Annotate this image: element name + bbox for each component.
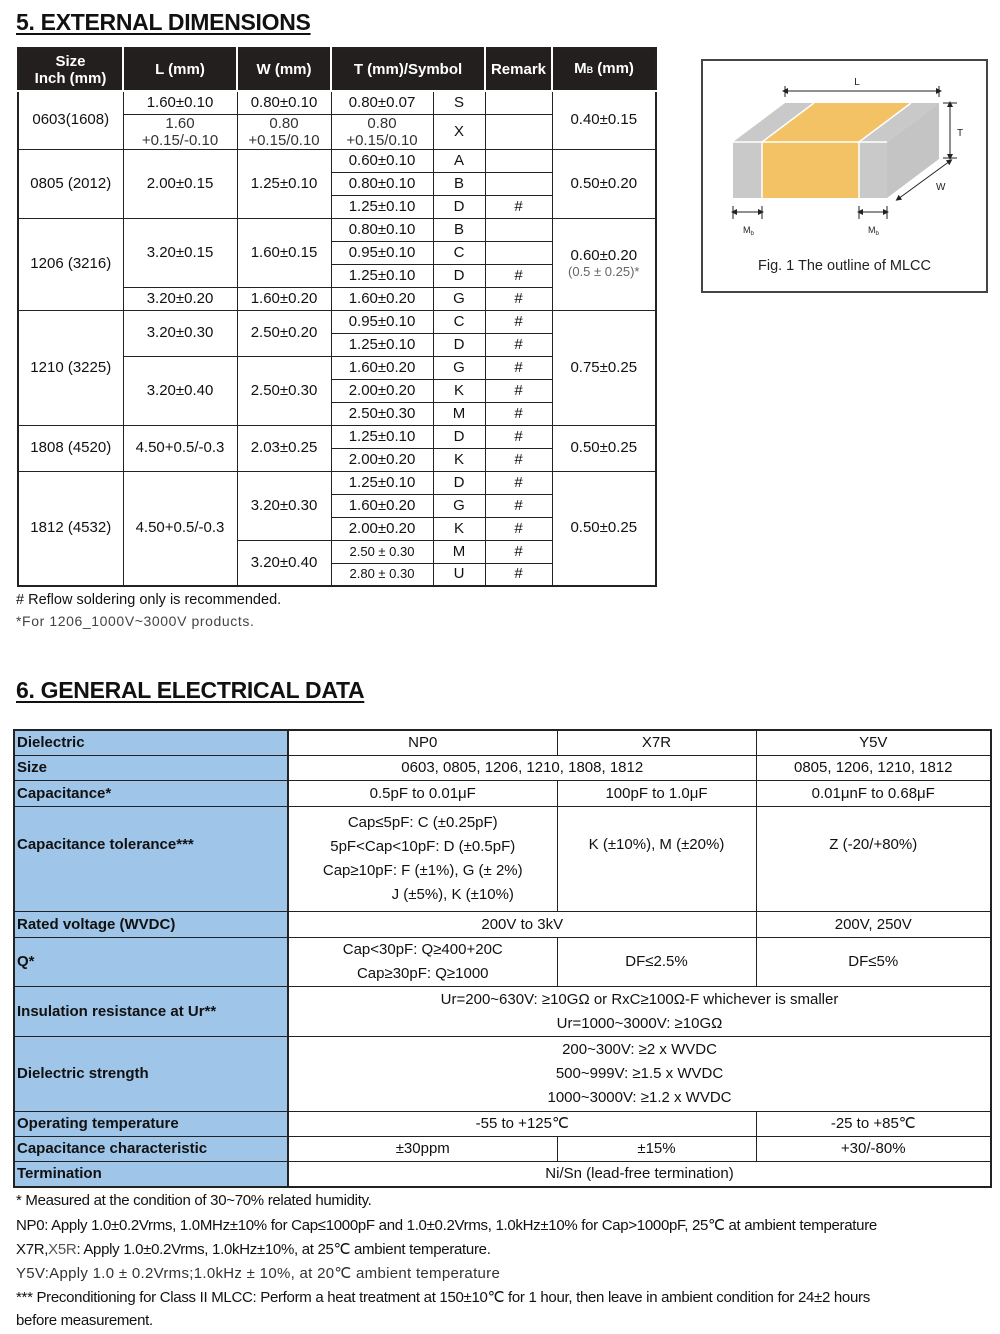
remark-cell: # bbox=[485, 540, 552, 563]
l-cell: 3.20±0.20 bbox=[123, 287, 237, 310]
table-row bbox=[18, 310, 656, 333]
symbol-cell: G bbox=[433, 287, 485, 310]
mb-cell: 0.75±0.25 bbox=[552, 310, 656, 425]
row-capacitance bbox=[14, 781, 991, 807]
t-cell: 2.80 ± 0.30 bbox=[331, 563, 433, 586]
t-cell: 0.80±0.10 bbox=[331, 172, 433, 195]
remark-cell: # bbox=[485, 448, 552, 471]
t-cell: 2.50 ± 0.30 bbox=[331, 540, 433, 563]
t-cell: 2.00±0.20 bbox=[331, 448, 433, 471]
remark-cell bbox=[485, 218, 552, 241]
t-cell: 1.25±0.10 bbox=[331, 471, 433, 494]
symbol-cell: A bbox=[433, 149, 485, 172]
w-cell: 0.80±0.10 bbox=[237, 91, 331, 114]
note-humidity: * Measured at the condition of 30~70% related humidity. bbox=[16, 1192, 372, 1209]
t-cell: 1.60±0.20 bbox=[331, 356, 433, 379]
mb-cell: 0.50±0.25 bbox=[552, 425, 656, 471]
t-cell: 0.95±0.10 bbox=[331, 310, 433, 333]
symbol-cell: U bbox=[433, 563, 485, 586]
symbol-cell: K bbox=[433, 448, 485, 471]
remark-cell: # bbox=[485, 425, 552, 448]
1206-footnote: *For 1206_1000V~3000V products. bbox=[16, 613, 255, 629]
y5v-cell: 200V, 250V bbox=[756, 912, 991, 938]
t-cell: 1.25±0.10 bbox=[331, 264, 433, 287]
y5v-cell: DF≤5% bbox=[756, 938, 991, 987]
row-capacitance-tolerance bbox=[14, 807, 991, 912]
row-label: Operating temperature bbox=[14, 1112, 288, 1137]
size-cell: 0805 (2012) bbox=[18, 149, 123, 218]
w-cell: 0.80 +0.15/0.10 bbox=[237, 114, 331, 149]
w-cell: 2.50±0.20 bbox=[237, 310, 331, 356]
x7r-cell: X7R bbox=[557, 730, 756, 756]
table-row bbox=[18, 471, 656, 494]
symbol-cell: C bbox=[433, 310, 485, 333]
row-insulation-resistance bbox=[14, 987, 991, 1037]
remark-cell: # bbox=[485, 471, 552, 494]
mb-cell: 0.40±0.15 bbox=[552, 91, 656, 149]
symbol-cell: K bbox=[433, 379, 485, 402]
note-preconditioning-cont: before measurement. bbox=[16, 1312, 153, 1329]
symbol-cell: B bbox=[433, 218, 485, 241]
symbol-cell: D bbox=[433, 425, 485, 448]
t-cell: 1.25±0.10 bbox=[331, 333, 433, 356]
x7r-cell: ±15% bbox=[557, 1137, 756, 1162]
size-cell: 0603(1608) bbox=[18, 91, 123, 149]
note-x7r-x5r: X7R,X5R: Apply 1.0±0.2Vrms, 1.0kHz±10%, at 25℃ ambient temperature. bbox=[16, 1241, 491, 1258]
note-preconditioning: *** Preconditioning for Class II MLCC: Perform a heat treatment at 150±10℃ for 1 hour, then leave in ambient condition for 24±2 hours bbox=[16, 1289, 870, 1306]
remark-cell: # bbox=[485, 356, 552, 379]
termination-cell: Ni/Sn (lead-free termination) bbox=[288, 1162, 991, 1188]
section-title-general-electrical-data: 6. GENERAL ELECTRICAL DATA bbox=[16, 677, 365, 703]
y5v-cell: -25 to +85℃ bbox=[756, 1112, 991, 1137]
l-cell: 3.20±0.40 bbox=[123, 356, 237, 425]
symbol-cell: G bbox=[433, 494, 485, 517]
size-cell: 1812 (4532) bbox=[18, 471, 123, 586]
mlcc-outline-figure bbox=[701, 59, 988, 293]
t-cell: 0.80±0.10 bbox=[331, 218, 433, 241]
row-label: Insulation resistance at Ur** bbox=[14, 987, 288, 1037]
t-cell: 1.60±0.20 bbox=[331, 287, 433, 310]
remark-cell bbox=[485, 241, 552, 264]
y5v-cell: 0805, 1206, 1210, 1812 bbox=[756, 756, 991, 781]
remark-cell: # bbox=[485, 264, 552, 287]
remark-cell: # bbox=[485, 333, 552, 356]
symbol-cell: D bbox=[433, 333, 485, 356]
row-operating-temperature bbox=[14, 1112, 991, 1137]
symbol-cell: K bbox=[433, 517, 485, 540]
w-cell: 1.60±0.15 bbox=[237, 218, 331, 287]
y5v-cell: 0.01μnF to 0.68μF bbox=[756, 781, 991, 807]
row-rated-voltage bbox=[14, 912, 991, 938]
symbol-cell: G bbox=[433, 356, 485, 379]
header-mb: MB (mm) bbox=[552, 48, 656, 91]
l-cell: 2.00±0.15 bbox=[123, 149, 237, 218]
row-dielectric bbox=[14, 730, 991, 756]
svg-text:T: T bbox=[957, 128, 964, 139]
t-cell: 0.80±0.07 bbox=[331, 91, 433, 114]
t-cell: 0.95±0.10 bbox=[331, 241, 433, 264]
reflow-footnote: # Reflow soldering only is recommended. bbox=[16, 592, 282, 608]
l-cell: 1.60 +0.15/-0.10 bbox=[123, 114, 237, 149]
header-size: Size Inch (mm) bbox=[18, 48, 123, 91]
t-cell: 0.80 +0.15/0.10 bbox=[331, 114, 433, 149]
mb-note: (0.5 ± 0.25)* bbox=[568, 264, 640, 279]
remark-cell: # bbox=[485, 195, 552, 218]
note-y5v: Y5V:Apply 1.0 ± 0.2Vrms;1.0kHz ± 10%, at 20℃ ambient temperature bbox=[16, 1265, 501, 1282]
row-size bbox=[14, 756, 991, 781]
svg-text:L: L bbox=[854, 77, 860, 88]
l-cell: 4.50+0.5/-0.3 bbox=[123, 471, 237, 586]
l-cell: 4.50+0.5/-0.3 bbox=[123, 425, 237, 471]
mb-cell: 0.60±0.20 (0.5 ± 0.25)* bbox=[552, 218, 656, 310]
row-capacitance-characteristic bbox=[14, 1137, 991, 1162]
row-label: Capacitance* bbox=[14, 781, 288, 807]
y5v-cell: +30/-80% bbox=[756, 1137, 991, 1162]
remark-cell: # bbox=[485, 402, 552, 425]
mb-cell: 0.50±0.20 bbox=[552, 149, 656, 218]
row-termination bbox=[14, 1162, 991, 1188]
remark-cell bbox=[485, 91, 552, 114]
dielectric-strength-cell: 200~300V: ≥2 x WVDC 500~999V: ≥1.5 x WVDC 1000~3000V: ≥1.2 x WVDC bbox=[288, 1037, 991, 1112]
remark-cell bbox=[485, 172, 552, 195]
table-row bbox=[18, 91, 656, 114]
t-cell: 1.60±0.20 bbox=[331, 494, 433, 517]
symbol-cell: X bbox=[433, 114, 485, 149]
np0-x7r-cell: 200V to 3kV bbox=[288, 912, 756, 938]
np0-cell: Cap<30pF: Q≥400+20C Cap≥30pF: Q≥1000 bbox=[288, 938, 557, 987]
row-label: Dielectric strength bbox=[14, 1037, 288, 1112]
symbol-cell: S bbox=[433, 91, 485, 114]
y5v-cell: Y5V bbox=[756, 730, 991, 756]
svg-text:Mb: $M_b$ bbox=[868, 225, 879, 237]
y5v-cell: Z (-20/+80%) bbox=[756, 807, 991, 912]
t-cell: 2.00±0.20 bbox=[331, 379, 433, 402]
l-cell: 3.20±0.15 bbox=[123, 218, 237, 287]
w-cell: 1.60±0.20 bbox=[237, 287, 331, 310]
mb-cell: 0.50±0.25 bbox=[552, 471, 656, 586]
symbol-cell: B bbox=[433, 172, 485, 195]
t-cell: 2.50±0.30 bbox=[331, 402, 433, 425]
header-w: W (mm) bbox=[237, 48, 331, 91]
external-dimensions-table bbox=[17, 47, 657, 587]
x7r-cell: DF≤2.5% bbox=[557, 938, 756, 987]
t-cell: 1.25±0.10 bbox=[331, 195, 433, 218]
table-row bbox=[18, 149, 656, 172]
row-label: Q* bbox=[14, 938, 288, 987]
row-label: Capacitance tolerance*** bbox=[14, 807, 288, 912]
size-cell: 1210 (3225) bbox=[18, 310, 123, 425]
l-cell: 1.60±0.10 bbox=[123, 91, 237, 114]
remark-cell bbox=[485, 149, 552, 172]
insulation-value-cell: Ur=200~630V: ≥10GΩ or RxC≥100Ω-F whichever is smaller Ur=1000~3000V: ≥10GΩ bbox=[288, 987, 991, 1037]
l-cell: 3.20±0.30 bbox=[123, 310, 237, 356]
np0-cell: ±30ppm bbox=[288, 1137, 557, 1162]
remark-cell: # bbox=[485, 287, 552, 310]
svg-text:Mb: $M_b$ bbox=[743, 225, 754, 237]
row-label: Rated voltage (WVDC) bbox=[14, 912, 288, 938]
remark-cell: # bbox=[485, 379, 552, 402]
np0-cell: NP0 bbox=[288, 730, 557, 756]
x7r-cell: 100pF to 1.0μF bbox=[557, 781, 756, 807]
row-q bbox=[14, 938, 991, 987]
row-label: Size bbox=[14, 756, 288, 781]
row-label: Termination bbox=[14, 1162, 288, 1188]
np0-x7r-cell: -55 to +125℃ bbox=[288, 1112, 756, 1137]
w-cell: 2.50±0.30 bbox=[237, 356, 331, 425]
mlcc-diagram-icon bbox=[703, 61, 986, 251]
np0-cell: 0.5pF to 0.01μF bbox=[288, 781, 557, 807]
size-cell: 1808 (4520) bbox=[18, 425, 123, 471]
note-np0: NP0: Apply 1.0±0.2Vrms, 1.0MHz±10% for Cap≤1000pF and 1.0±0.2Vrms, 1.0kHz±10% for Cap>1000pF, 25℃ at ambient temperature bbox=[16, 1217, 877, 1234]
svg-text:W: W bbox=[936, 182, 946, 193]
symbol-cell: M bbox=[433, 540, 485, 563]
table-row bbox=[18, 425, 656, 448]
t-cell: 1.25±0.10 bbox=[331, 425, 433, 448]
x7r-cell: K (±10%), M (±20%) bbox=[557, 807, 756, 912]
t-cell: 0.60±0.10 bbox=[331, 149, 433, 172]
symbol-cell: D bbox=[433, 195, 485, 218]
header-t-symbol: T (mm)/Symbol bbox=[331, 48, 485, 91]
row-dielectric-strength bbox=[14, 1037, 991, 1112]
size-cell: 1206 (3216) bbox=[18, 218, 123, 310]
figure-caption: Fig. 1 The outline of MLCC bbox=[757, 258, 931, 274]
row-label: Dielectric bbox=[14, 730, 288, 756]
table-row bbox=[18, 218, 656, 241]
w-cell: 2.03±0.25 bbox=[237, 425, 331, 471]
table-header-row bbox=[18, 48, 656, 91]
remark-cell bbox=[485, 114, 552, 149]
symbol-cell: C bbox=[433, 241, 485, 264]
header-l: L (mm) bbox=[123, 48, 237, 91]
section-title-external-dimensions: 5. EXTERNAL DIMENSIONS bbox=[16, 9, 311, 35]
np0-cell: Cap≤5pF: C (±0.25pF) 5pF<Cap<10pF: D (±0.5pF) Cap≥10pF: F (±1%), G (± 2%) J (±5%), K (±10%) bbox=[288, 807, 557, 912]
header-remark: Remark bbox=[485, 48, 552, 91]
remark-cell: # bbox=[485, 494, 552, 517]
electrical-data-table bbox=[13, 729, 992, 1188]
np0-x7r-cell: 0603, 0805, 1206, 1210, 1808, 1812 bbox=[288, 756, 756, 781]
remark-cell: # bbox=[485, 563, 552, 586]
t-cell: 2.00±0.20 bbox=[331, 517, 433, 540]
symbol-cell: M bbox=[433, 402, 485, 425]
w-cell: 1.25±0.10 bbox=[237, 149, 331, 218]
w-cell: 3.20±0.30 bbox=[237, 471, 331, 540]
w-cell: 3.20±0.40 bbox=[237, 540, 331, 586]
symbol-cell: D bbox=[433, 471, 485, 494]
row-label: Capacitance characteristic bbox=[14, 1137, 288, 1162]
symbol-cell: D bbox=[433, 264, 485, 287]
remark-cell: # bbox=[485, 517, 552, 540]
remark-cell: # bbox=[485, 310, 552, 333]
